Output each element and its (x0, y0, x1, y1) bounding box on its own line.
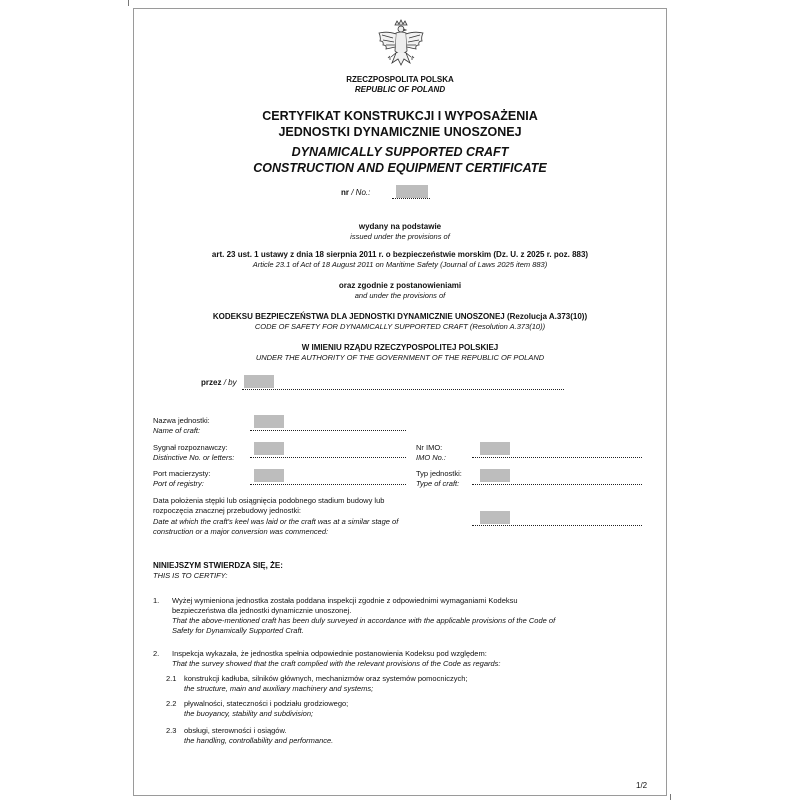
port-dotted-line (250, 484, 406, 485)
authority-pl: W IMIENIU RZĄDU RZECZYPOSPOLITEJ POLSKIEJ (301, 343, 499, 352)
item-1-pl-2: bezpieczeństwa dla jednostki dynamicznie unoszonej. (172, 606, 352, 615)
distinctive-field[interactable] (254, 442, 284, 455)
craft-name-field[interactable] (254, 415, 284, 428)
polish-eagle-emblem-icon (374, 19, 428, 73)
act-pl: art. 23 ust. 1 ustawy z dnia 18 sierpnia 2011 r. o bezpieczeństwie morskim (Dz. U. z 2025 r. poz. 883) (211, 250, 589, 259)
title-en-line2: CONSTRUCTION AND EQUIPMENT CERTIFICATE (253, 161, 547, 175)
keel-dotted-line (472, 525, 642, 526)
act-en: Article 23.1 of Act of 18 August 2011 on Maritime Safety (Journal of Laws 2025 item 883) (252, 260, 548, 269)
subitem-2-3-en: the handling, controllability and performance. (184, 736, 334, 745)
issued-en: issued under the provisions of (350, 232, 450, 241)
craft-name-label-pl: Nazwa jednostki: (153, 416, 210, 425)
item-2-pl-1: Inspekcja wykazała, że jednostka spełnia odpowiednie postanowienia Kodeksu pod względem: (172, 649, 487, 658)
craft-name-dotted-line (250, 430, 406, 431)
code-en: CODE OF SAFETY FOR DYNAMICALLY SUPPORTED CRAFT (Resolution A.373(10)) (254, 322, 546, 331)
number-label-en: / No.: (351, 188, 371, 197)
distinctive-dotted-line (250, 457, 406, 458)
subitem-2-2-pl: pływalności, stateczności i podziału grodziowego; (184, 699, 349, 708)
subitem-2-3-number: 2.3 (166, 726, 177, 735)
by-label-pl: przez (201, 378, 222, 387)
keel-label-pl-1: Data położenia stępki lub osiągnięcia podobnego stadium budowy lub (153, 496, 385, 505)
country-name-pl: RZECZPOSPOLITA POLSKA (346, 75, 454, 84)
distinctive-label-en: Distinctive No. or letters: (153, 453, 235, 462)
type-label-en: Type of craft: (416, 479, 460, 488)
subitem-2-2-en: the buoyancy, stability and subdivision; (184, 709, 314, 718)
port-label-pl: Port macierzysty: (153, 469, 211, 478)
subitem-2-2-number: 2.2 (166, 699, 177, 708)
title-pl-line2: JEDNOSTKI DYNAMICZNIE UNOSZONEJ (278, 125, 522, 139)
number-dotted-line (392, 198, 430, 199)
number-label (341, 188, 370, 198)
by-label (201, 378, 237, 388)
item-2-en-1: That the survey showed that the craft complied with the relevant provisions of the Code as regards: (172, 659, 501, 668)
page-number: 1/2 (636, 781, 648, 790)
title-pl-line1: CERTYFIKAT KONSTRUKCJI I WYPOSAŻENIA (262, 109, 538, 123)
certify-pl: NINIEJSZYM STWIERDZA SIĘ, ŻE: (153, 561, 283, 570)
accordance-pl: oraz zgodnie z postanowieniami (338, 281, 462, 290)
item-1-en-1: That the above-mentioned craft has been duly surveyed in accordance with the applicable provisions of the Code of (172, 616, 556, 625)
accordance-en: and under the provisions of (354, 291, 446, 300)
country-name-en: REPUBLIC OF POLAND (354, 85, 446, 94)
by-dotted-line (242, 389, 564, 390)
subitem-2-1-number: 2.1 (166, 674, 177, 683)
craft-name-label-en: Name of craft: (153, 426, 201, 435)
subitem-2-3-pl: obsługi, sterowności i osiągów. (184, 726, 287, 735)
port-field[interactable] (254, 469, 284, 482)
keel-label-pl-2: rozpoczęcia znacznej przebudowy jednostki: (153, 506, 301, 515)
subitem-2-1-en: the structure, main and auxiliary machinery and systems; (184, 684, 374, 693)
subitem-2-1-pl: konstrukcji kadłuba, silników głównych, mechanizmów oraz systemów pomocniczych; (184, 674, 468, 683)
imo-dotted-line (472, 457, 642, 458)
issuer-field[interactable] (244, 375, 274, 388)
title-en-line1: DYNAMICALLY SUPPORTED CRAFT (291, 145, 509, 159)
port-label-en: Port of registry: (153, 479, 204, 488)
imo-label-pl: Nr IMO: (416, 443, 443, 452)
type-dotted-line (472, 484, 642, 485)
certificate-page (133, 8, 667, 796)
type-field[interactable] (480, 469, 510, 482)
type-label-pl: Typ jednostki: (416, 469, 462, 478)
imo-label-en: IMO No.: (416, 453, 447, 462)
certify-en: THIS IS TO CERTIFY: (153, 571, 228, 580)
code-pl: KODEKSU BEZPIECZEŃSTWA DLA JEDNOSTKI DYNAMICZNIE UNOSZONEJ (Rezolucja A.373(10)) (212, 312, 588, 321)
item-1-number: 1. (153, 596, 160, 605)
imo-field[interactable] (480, 442, 510, 455)
issued-pl: wydany na podstawie (358, 222, 442, 231)
authority-en: UNDER THE AUTHORITY OF THE GOVERNMENT OF THE REPUBLIC OF POLAND (255, 353, 545, 362)
keel-label-en-2: construction or a major conversion was commenced: (153, 527, 329, 536)
item-2-number: 2. (153, 649, 160, 658)
number-label-pl: nr (341, 188, 349, 197)
item-1-pl-1: Wyżej wymieniona jednostka została poddana inspekcji zgodnie z odpowiednimi wymaganiami Kodeksu (172, 596, 518, 605)
keel-date-field[interactable] (480, 511, 510, 524)
by-label-en: / by (223, 378, 237, 387)
certificate-number-field[interactable] (396, 185, 428, 198)
distinctive-label-pl: Sygnał rozpoznawczy: (153, 443, 228, 452)
keel-label-en-1: Date at which the craft's keel was laid or the craft was at a similar stage of (153, 517, 399, 526)
item-1-en-2: Safety for Dynamically Supported Craft. (172, 626, 304, 635)
crop-mark (670, 794, 671, 800)
crop-mark (128, 0, 129, 6)
